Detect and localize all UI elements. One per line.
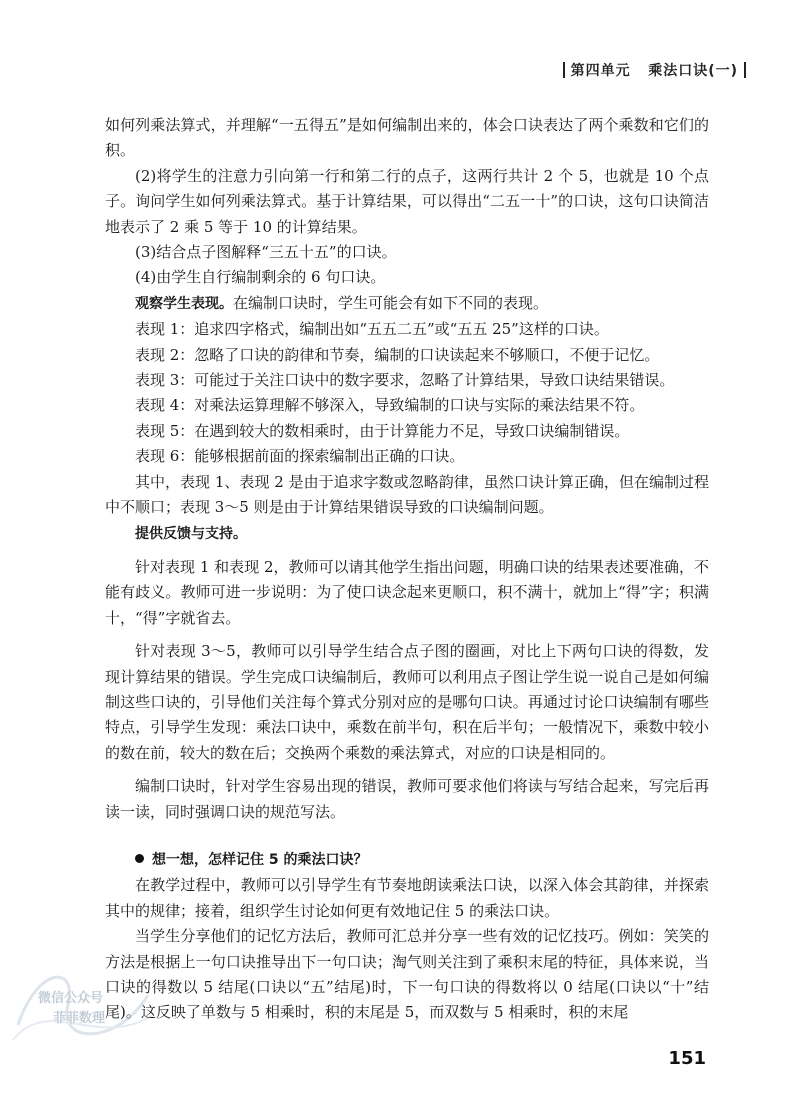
paragraph-text: 编制口诀时，针对学生容易出现的错误，教师可要求他们将读与写结合起来，写完后再读一读，同时强调口诀的规范写法。: [105, 777, 709, 821]
paragraph-list: [105, 113, 709, 825]
section-paragraph: 当学生分享他们的记忆方法后，教师可汇总并分享一些有效的记忆技巧。例如：笑笑的方法是根据上一句口诀推导出下一句口诀；淘气则关注到了乘积末尾的特征，具体来说，当口诀的得数以 5 结尾(口诀以“五”结尾)时，下一句口诀的得数将以 0 结尾(口诀以“十”结尾)。这反映了单数与 5 相乘时，积的末尾是 5，而双数与 5 相乘时，积的末尾: [105, 927, 709, 1022]
paragraph-text: (4)由学生自行编制剩余的 6 句口诀。: [135, 268, 386, 287]
body-paragraph: [105, 113, 709, 164]
page-number: 151: [668, 1048, 706, 1069]
body-paragraph: [105, 291, 709, 317]
paragraph-text: 表现 1：追求四字格式，编制出如“五五二五”或“五五 25”这样的口诀。: [135, 320, 609, 339]
paragraph-text: 如何列乘法算式，并理解“一五得五”是如何编制出来的，体会口诀表达了两个乘数和它们的积。: [105, 116, 709, 160]
body-paragraph: [105, 419, 709, 444]
body-paragraph: [105, 265, 709, 290]
body-paragraph: [105, 343, 709, 368]
paragraph-text: 表现 4：对乘法运算理解不够深入，导致编制的口诀与实际的乘法结果不符。: [135, 396, 645, 415]
paragraph-text: 表现 6：能够根据前面的探索编制出正确的口诀。: [135, 447, 465, 466]
section-paragraph: 在教学过程中，教师可以引导学生有节奏地朗读乘法口诀，以深入体会其韵律，并探索其中的规律；接着，组织学生讨论如何更有效地记住 5 的乘法口诀。: [105, 876, 709, 920]
paragraph-text: 针对表现 3～5，教师可以引导学生结合点子图的圈画，对比上下两句口诀的得数，发现计算结果的错误。学生完成口诀编制后，教师可以利用点子图让学生说一说自己是如何编制这些口诀的，引导他们关注每个算式分别对应的是哪句口诀。再通过讨论口诀编制有哪些特点，引导学生发现：乘法口诀中，乘数在前半句，积在后半句；一般情况下，乘数中较小的数在前，较大的数在后；交换两个乘数的乘法算式，对应的口诀是相同的。: [105, 642, 709, 762]
header-title: 乘法口诀(一): [648, 63, 738, 79]
watermark: [8, 955, 158, 1055]
paragraph-text: (3)结合点子图解释“三五十五”的口诀。: [135, 243, 397, 262]
section-paragraph-list: [105, 873, 709, 1025]
header-divider: [744, 62, 746, 78]
body-paragraph: [105, 317, 709, 342]
paragraph-bold-lead: 观察学生表现。: [135, 295, 233, 312]
body-paragraph: [105, 521, 709, 547]
body-paragraph: [105, 774, 709, 825]
header-divider: [563, 62, 565, 78]
page-body: [105, 113, 709, 1026]
running-header: [557, 60, 752, 80]
header-unit: 第四单元: [570, 63, 631, 79]
paragraph-text: (2)将学生的注意力引向第一行和第二行的点子，这两行共计 2 个 5，也就是 10 个点子。询问学生如何列乘法算式。基于计算结果，可以得出“二五一十”的口诀，这句口诀简洁地表示了 2 乘 5 等于 10 的计算结果。: [105, 166, 709, 236]
body-paragraph: [105, 240, 709, 265]
watermark-line-2: 菲菲数理: [53, 1011, 106, 1026]
paragraph-text: 表现 5：在遇到较大的数相乘时，由于计算能力不足，导致口诀编制错误。: [135, 421, 630, 440]
watermark-line-1: 微信公众号: [38, 991, 104, 1006]
body-paragraph: [105, 393, 709, 418]
paragraph-text: 在编制口诀时，学生可能会有如下不同的表现。: [233, 293, 549, 312]
paragraph-text: 其中，表现 1、表现 2 是由于追求字数或忽略韵律，虽然口诀计算正确，但在编制过程中不顺口；表现 3～5 则是由于计算结果错误导致的口诀编制问题。: [105, 472, 709, 517]
body-paragraph: [105, 164, 709, 240]
paragraph-text: 针对表现 1 和表现 2，教师可以请其他学生指出问题，明确口诀的结果表述要准确，不能有歧义。教师可进一步说明：为了使口诀念起来更顺口，积不满十，就加上“得”字；积满十，“得”字就省去。: [105, 557, 709, 627]
paragraph-text: 表现 3：可能过于关注口诀中的数字要求，忽略了计算结果，导致口诀结果错误。: [135, 371, 675, 390]
paragraph-bold-lead: 提供反馈与支持。: [135, 525, 247, 542]
body-paragraph: [105, 555, 709, 631]
body-paragraph: [105, 368, 709, 393]
paragraph-text: 表现 2：忽略了口诀的韵律和节奏，编制的口诀读起来不够顺口，不便于记忆。: [135, 345, 660, 364]
body-paragraph: [105, 444, 709, 469]
body-paragraph: [105, 470, 709, 521]
section-heading-text: 想一想，怎样记住 5 的乘法口诀？: [152, 851, 368, 868]
section-heading: [105, 847, 709, 873]
body-paragraph: [105, 639, 709, 766]
bullet-dot-icon: [135, 854, 144, 863]
